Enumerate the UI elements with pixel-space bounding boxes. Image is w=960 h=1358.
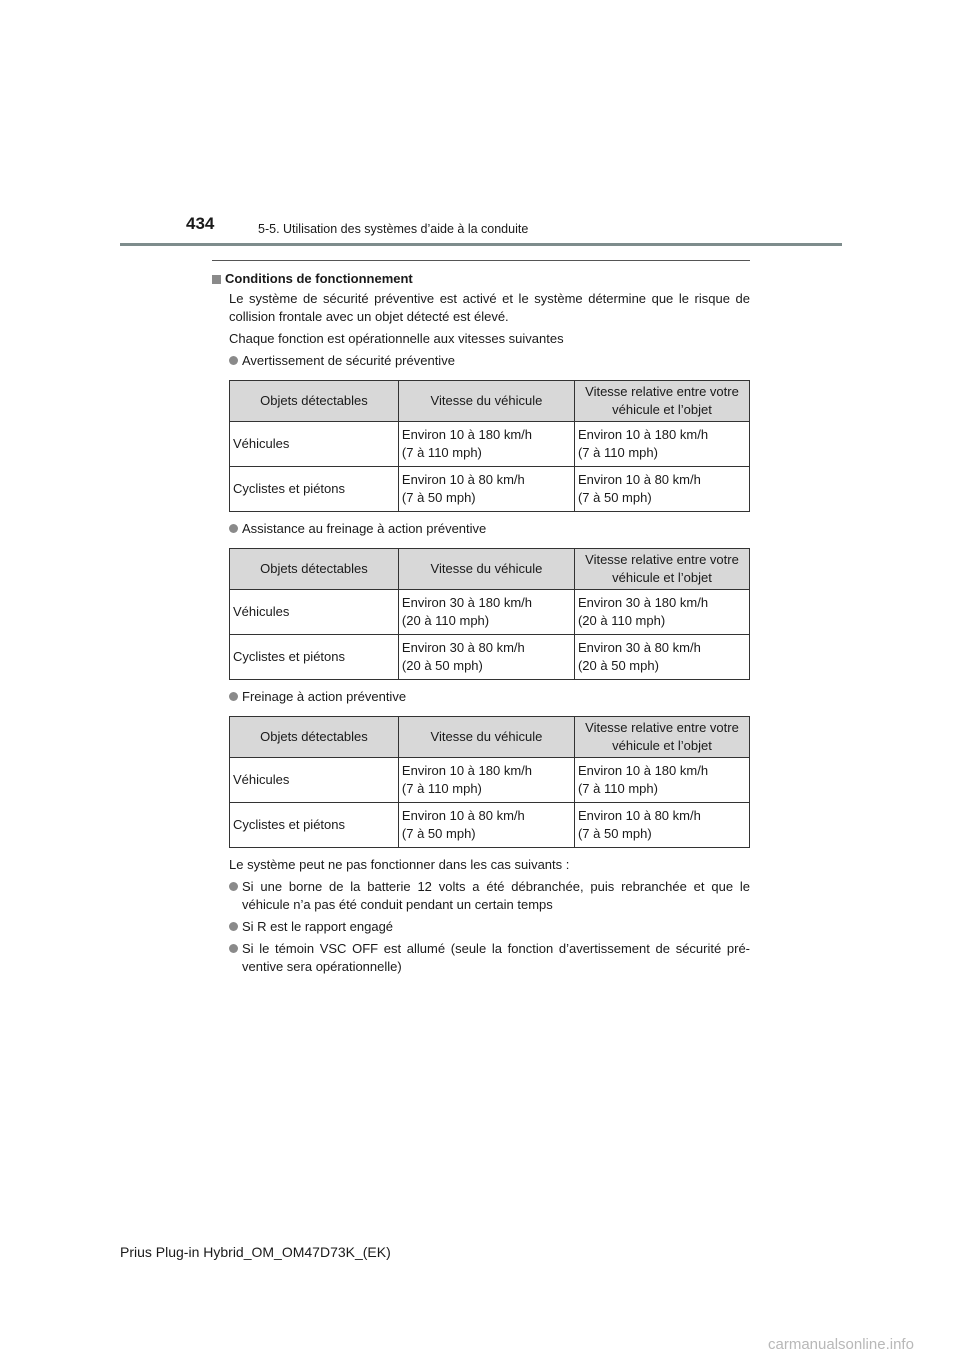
table-cell: [574, 590, 749, 635]
header-bar: [120, 243, 842, 246]
square-bullet-icon: [212, 275, 221, 284]
column-header: Vitesse relative entre votre véhicule et l’objet: [574, 549, 749, 590]
condition-text: Si une borne de la batterie 12 volts a été débranchée, puis rebranchée et que le véhicule n’a pas été conduit pendant un certain temps: [242, 879, 750, 912]
cell-line: (20 à 50 mph): [577, 658, 659, 673]
column-header: Vitesse relative entre votre véhicule et l’objet: [574, 717, 749, 758]
cell-line: (20 à 50 mph): [401, 658, 483, 673]
cell-line: Environ 30 à 180 km/h: [577, 595, 709, 610]
cell-line: (7 à 50 mph): [401, 490, 476, 505]
section-title: 5-5. Utilisation des systèmes d’aide à la conduite: [258, 222, 529, 236]
circle-bullet-icon: [229, 944, 238, 953]
table-row: [230, 803, 750, 848]
cell-line: Environ 10 à 80 km/h: [401, 808, 525, 823]
main-content: [212, 270, 750, 976]
column-header: Vitesse du véhicule: [398, 549, 574, 590]
table-cell: [574, 635, 749, 680]
speed-table: [229, 716, 750, 848]
table-cell: [398, 467, 574, 512]
cell-line: Environ 10 à 180 km/h: [401, 427, 532, 442]
table-header-row: [230, 381, 750, 422]
table-cell: Véhicules: [230, 590, 399, 635]
table-cell: [574, 422, 749, 467]
table-cell: [398, 758, 574, 803]
list-item: [212, 940, 750, 976]
cell-line: (7 à 50 mph): [401, 826, 476, 841]
cell-line: (20 à 110 mph): [401, 613, 490, 628]
table-row: [230, 422, 750, 467]
circle-bullet-icon: [229, 692, 238, 701]
table-row: [230, 590, 750, 635]
cell-line: (7 à 50 mph): [577, 490, 652, 505]
speed-table: [229, 548, 750, 680]
table-row: [230, 467, 750, 512]
table-cell: Cyclistes et piétons: [230, 635, 399, 680]
table-cell: Cyclistes et piétons: [230, 803, 399, 848]
table-header-row: [230, 549, 750, 590]
page-number: 434: [186, 214, 215, 233]
table-cell: [574, 803, 749, 848]
list-item: [212, 878, 750, 914]
cell-line: (7 à 110 mph): [577, 781, 658, 796]
table-cell: [398, 803, 574, 848]
cell-line: Environ 10 à 180 km/h: [401, 763, 532, 778]
conditions-heading: [212, 270, 750, 288]
table-cell: Véhicules: [230, 422, 399, 467]
circle-bullet-icon: [229, 922, 238, 931]
table-title: Freinage à action préventive: [242, 689, 407, 704]
cell-line: Environ 10 à 80 km/h: [401, 472, 525, 487]
speed-table: [229, 380, 750, 512]
cell-line: Environ 10 à 80 km/h: [577, 808, 701, 823]
circle-bullet-icon: [229, 356, 238, 365]
table-cell: [398, 590, 574, 635]
table-cell: Véhicules: [230, 758, 399, 803]
cell-line: (7 à 110 mph): [401, 781, 482, 796]
list-item: [212, 520, 750, 538]
list-item: [212, 918, 750, 936]
cell-line: Environ 30 à 80 km/h: [401, 640, 525, 655]
column-header: Vitesse du véhicule: [398, 717, 574, 758]
column-header: Objets détectables: [230, 717, 399, 758]
watermark: carmanualsonline.info: [768, 1336, 914, 1353]
condition-text: Si le témoin VSC OFF est allumé (seule la fonction d’avertissement de sécurité pré-ventive sera opérationnelle): [242, 941, 750, 974]
cell-line: Environ 30 à 80 km/h: [577, 640, 701, 655]
column-header: Vitesse relative entre votre véhicule et l’objet: [574, 381, 749, 422]
cell-line: (7 à 110 mph): [577, 445, 658, 460]
list-item: [212, 352, 750, 370]
circle-bullet-icon: [229, 524, 238, 533]
section-divider: [212, 260, 750, 261]
cell-line: Environ 10 à 180 km/h: [577, 763, 709, 778]
table-cell: Cyclistes et piétons: [230, 467, 399, 512]
table-cell: [574, 467, 749, 512]
heading-text: Conditions de fonctionnement: [225, 271, 413, 286]
column-header: Objets détectables: [230, 381, 399, 422]
table-row: [230, 635, 750, 680]
condition-text: Si R est le rapport engagé: [242, 919, 394, 934]
cell-line: Environ 10 à 180 km/h: [577, 427, 709, 442]
table-cell: [574, 758, 749, 803]
circle-bullet-icon: [229, 882, 238, 891]
cell-line: (7 à 110 mph): [401, 445, 482, 460]
cell-line: Environ 30 à 180 km/h: [401, 595, 532, 610]
table-title: Avertissement de sécurité préventive: [242, 353, 455, 368]
list-item: [212, 688, 750, 706]
cell-line: Environ 10 à 80 km/h: [577, 472, 701, 487]
table-title: Assistance au freinage à action préventive: [242, 521, 487, 536]
table-cell: [398, 422, 574, 467]
cell-line: (7 à 50 mph): [577, 826, 652, 841]
cell-line: (20 à 110 mph): [577, 613, 666, 628]
column-header: Vitesse du véhicule: [398, 381, 574, 422]
table-row: [230, 758, 750, 803]
intro-paragraph: Chaque fonction est opérationnelle aux vitesses suivantes: [229, 331, 564, 346]
table-cell: [398, 635, 574, 680]
footer-doc-id: Prius Plug-in Hybrid_OM_OM47D73K_(EK): [120, 1244, 391, 1260]
table-header-row: [230, 717, 750, 758]
conditions-intro: Le système peut ne pas fonctionner dans les cas suivants :: [229, 857, 570, 872]
intro-paragraph: Le système de sécurité préventive est activé et le système détermine que le risque de collision frontale avec un objet détecté est élevé.: [229, 291, 750, 324]
column-header: Objets détectables: [230, 549, 399, 590]
